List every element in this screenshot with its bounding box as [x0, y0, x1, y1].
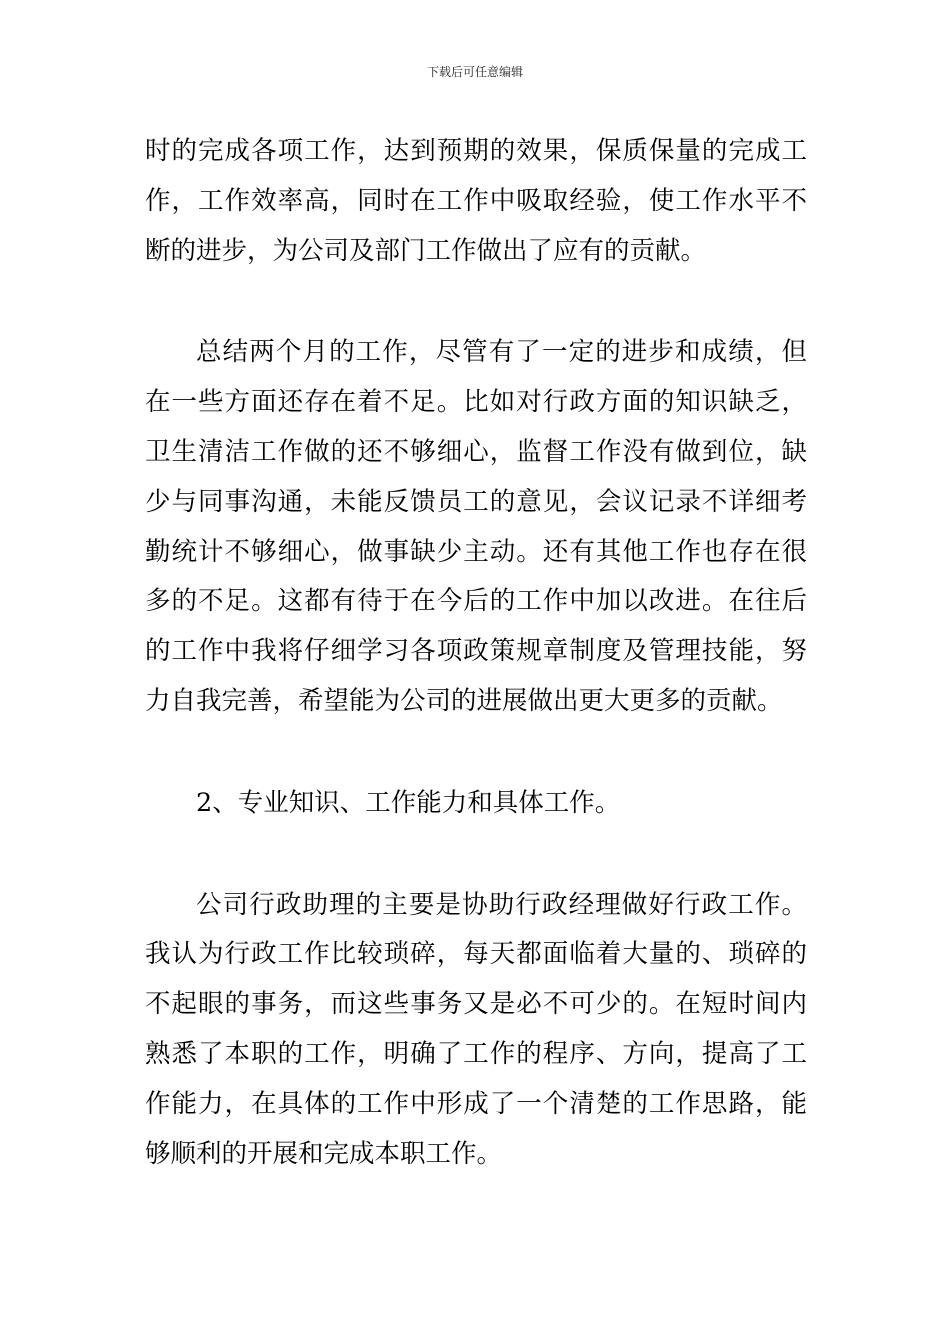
section-heading: 2、专业知识、工作能力和具体工作。: [196, 787, 621, 818]
page-header: 下载后可任意编辑: [426, 65, 523, 79]
document-body: [145, 127, 807, 1179]
paragraph-summary: 总结两个月的工作，尽管有了一定的进步和成绩，但在一些方面还存在着不足。比如对行政方面的知识缺乏，卫生清洁工作做的还不够细心，监督工作没有做到位，缺少与同事沟通，未能反馈员工的意见，会议记录不详细考勤统计不够细心，做事缺少主动。还有其他工作也存在很多的不足。这都有待于在今后的工作中加以改进。在往后的工作中我将仔细学习各项政策规章制度及管理技能，努力自我完善，希望能为公司的进展做出更大更多的贡献。: [145, 337, 807, 716]
paragraph-continuation: 时的完成各项工作，达到预期的效果，保质保量的完成工作，工作效率高，同时在工作中吸取经验，使工作水平不断的进步，为公司及部门工作做出了应有的贡献。: [145, 136, 807, 266]
paragraph-role: 公司行政助理的主要是协助行政经理做好行政工作。我认为行政工作比较琐碎，每天都面临着大量的、琐碎的不起眼的事务，而这些事务又是必不可少的。在短时间内熟悉了本职的工作，明确了工作的程序、方向，提高了工作能力，在具体的工作中形成了一个清楚的工作思路，能够顺利的开展和完成本职工作。: [145, 889, 807, 1169]
